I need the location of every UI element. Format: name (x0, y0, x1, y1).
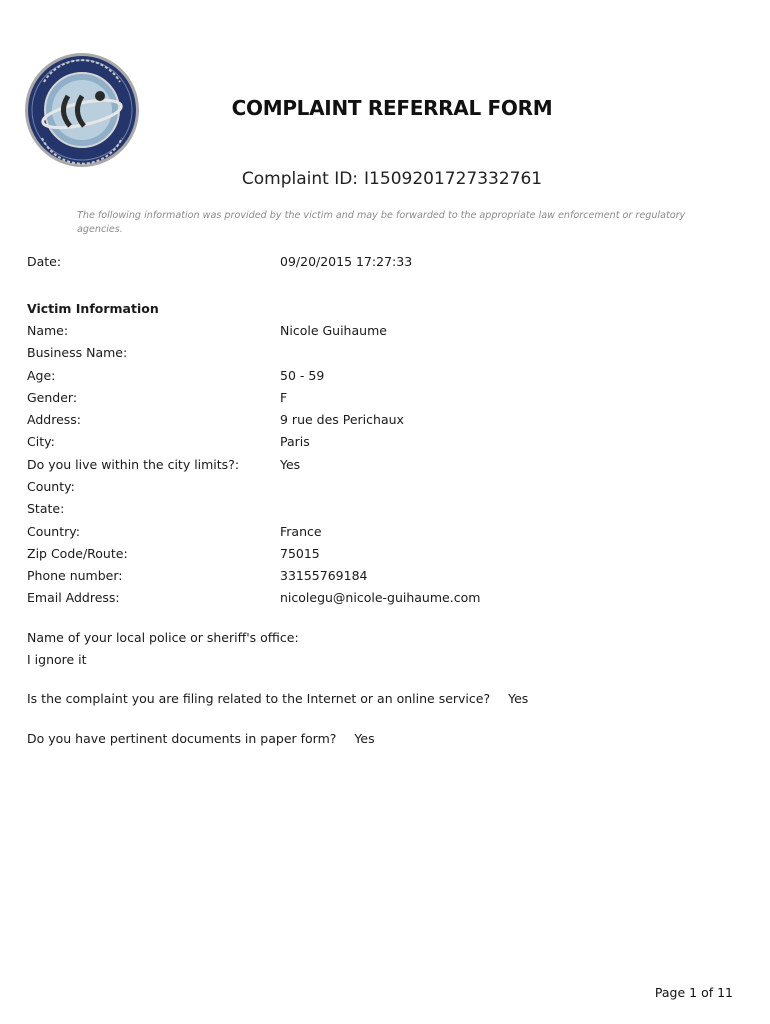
police-question: Name of your local police or sheriff's office: (27, 630, 299, 645)
field-value: 9 rue des Perichaux (280, 412, 404, 427)
field-value: France (280, 524, 322, 539)
field-label: Address: (27, 412, 81, 427)
field-label: Gender: (27, 390, 78, 405)
form-title: COMPLAINT REFERRAL FORM (231, 96, 553, 120)
field-label: Zip Code/Route: (27, 546, 128, 561)
field-label: County: (27, 479, 75, 494)
date-label: Date: (27, 254, 62, 269)
complaint-id-label: Complaint ID: (241, 169, 359, 189)
field-label: Age: (27, 368, 56, 383)
field-value: nicolegu@nicole-guihaume.com (280, 590, 481, 605)
complaint-id (180, 169, 604, 189)
complaint-id-value: I1509201727332761 (364, 169, 543, 189)
field-value: F (280, 390, 288, 405)
internet-question-row (27, 691, 528, 707)
seal-icon (24, 52, 140, 168)
field-value: 75015 (280, 546, 320, 561)
internet-question: Is the complaint you are filing related to the Internet or an online service? (27, 691, 491, 706)
field-label: City: (27, 434, 55, 449)
field-value: Paris (280, 434, 310, 449)
field-value: 33155769184 (280, 568, 368, 583)
page-number: Page 1 of 11 (654, 985, 733, 1000)
field-label: Phone number: (27, 568, 123, 583)
documents-question: Do you have pertinent documents in paper form? (27, 731, 337, 746)
date-value: 09/20/2015 17:27:33 (280, 254, 413, 269)
field-label: Do you live within the city limits?: (27, 457, 240, 472)
field-label: Name: (27, 323, 69, 338)
police-answer: I ignore it (27, 652, 87, 667)
field-label: Business Name: (27, 345, 128, 360)
field-label: State: (27, 501, 65, 516)
intro-note: The following information was provided by the victim and may be forwarded to the appropriate law enforcement or regulatory agencies. (77, 210, 686, 235)
documents-question-row (27, 731, 375, 747)
field-value: 50 - 59 (280, 368, 325, 383)
internet-answer: Yes (508, 691, 529, 706)
documents-answer: Yes (354, 731, 375, 746)
field-label: Country: (27, 524, 80, 539)
field-label: Email Address: (27, 590, 120, 605)
field-value: Yes (280, 457, 301, 472)
field-value: Nicole Guihaume (280, 323, 387, 338)
victim-heading: Victim Information (27, 301, 159, 316)
